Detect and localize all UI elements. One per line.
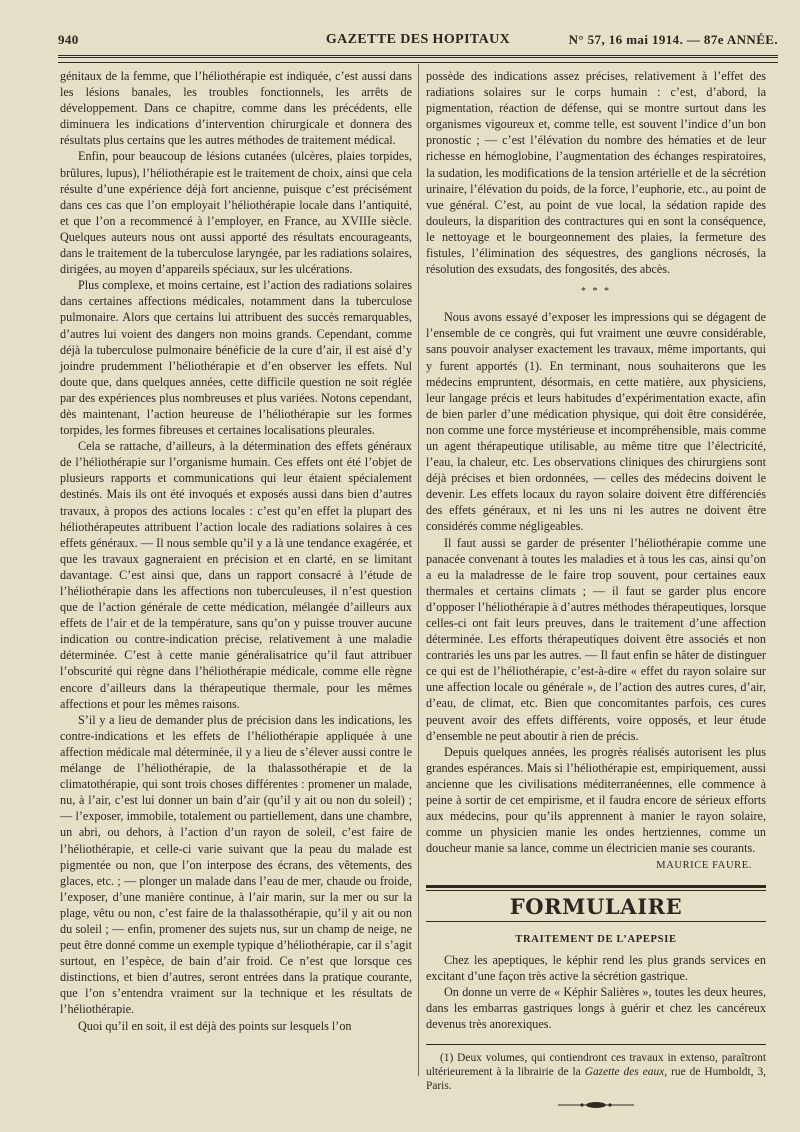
- section-rule: [426, 885, 766, 891]
- paragraph: Plus complexe, et moins certaine, est l’action des radiations solaires dans certaines affections médicales, notamment dans la tuberculose pulmonaire. Alors que certains lui attribuent des succès remarquables, d’autres lui voient des dangers non moins grands. Cependant, comme déjà la tuberculose pulmonaire bénéficie de la cure d’air, il est aisé d’y joindre prudemment l’héliothérapie et d’en observer les effets. Nul doute que, dans quelques années, cette difficile question ne soit réglée par des expériences plus nombreuses et plus variées. Notons cependant, dès maintenant, l’action heureuse de l’héliothérapie sur les formes torpides, les formes fibreuses et certaines localisations pleurales.: [60, 278, 412, 438]
- paragraph: Nous avons essayé d’exposer les impressions qui se dégagent de l’ensemble de ce congrès, qui fut vraiment une œuvre considérable, sans pouvoir analyser exactement les travaux, même importants, qui y furent apportés (1). En terminant, nous souhaiterons que les médecins empruntent, désormais, en cette matière, aux physiciens, leur langage précis et leurs habitudes d’expérimentation exacte, afin de bien parler d’une médication physique, qui doit être considérée, non comme une force mystérieuse et incompréhensible, mais comme un agent thérapeutique utilisable, au même titre que l’électricité, l’eau, la chaleur, etc. Les observations cliniques des chirurgiens sont déjà précises et bien ordonnées, — celles des médecins doivent le devenir. Les effets locaux du rayon solaire doivent être différenciés des effets généraux, et ni les uns ni les autres ne doivent être considérés comme négligeables.: [426, 310, 766, 534]
- footnote-publication: Gazette des eaux,: [584, 1066, 668, 1079]
- fleuron-icon: [556, 1101, 636, 1109]
- footnote-rule: [426, 1044, 766, 1045]
- author-signature: MAURICE FAURE.: [656, 860, 752, 872]
- recipe-title: TRAITEMENT DE L’APEPSIE: [515, 933, 677, 945]
- paragraph: S’il y a lieu de demander plus de précision dans les indications, les contre-indications et les effets de l’héliothérapie appliquée à une affection médicale mal déterminée, il y a lieu de s’élever aussi contre le mélange de l’héliothérapie, de la thalassothérapie et de la climatothérapie, qui sont trois choses différentes : promener un malade, nu, à l’air, c’est lui donner un bain d’air (qu’il y ait ou non du soleil) ; — l’exposer, immobile, totalement ou partiellement, dans une chambre, un abri, ou dehors, à l’action d’un rayon de soleil, c’est faire de l’héliothérapie, et celle-ci varie suivant que la peau du malade est pigmentée ou non, que l’on interpose des écrans, des vêtements, des glaces, etc. ; — plonger un malade dans l’eau de mer, chaude ou froide, l’exposer, d’une manière continue, à l’air marin, sur la mer ou sur la plage, vêtu ou non, c’est faire de la thalassothérapie, qu’il y ait ou non du soleil ; — enfin, promener des sujets nus, sur un champ de neige, ne peut être donné comme un exemple typique d’héliothérapie, car il s’agit surtout, en l’espèce, de bain d’air froid. Ce n’est que lorsque ces distinctions, et bien d’autres, seront entrées dans la pratique courante, que l’on s’entendra vraiment sur la technique et les résultats de l’héliothérapie.: [60, 712, 412, 1017]
- column-divider: [418, 64, 419, 1076]
- page-number: 940: [58, 32, 79, 47]
- page-header: [58, 30, 778, 52]
- issue-info: N° 57, 16 mai 1914. — 87e ANNÉE.: [568, 32, 778, 47]
- paragraph: On donne un verre de « Képhir Salières », toutes les deux heures, dans les embarras gastriques longs à guérir et chez les cancéreux devenus très anorexiques.: [426, 984, 766, 1032]
- right-column: [426, 68, 766, 1115]
- paragraph: Quoi qu’il en soit, il est déjà des points sur lesquels l’on: [78, 1018, 352, 1033]
- paragraph: Cela se rattache, d’ailleurs, à la détermination des effets généraux de l’héliothérapie sur l’organisme humain. Ces effets ont été l’objet de plusieurs rapports et communications qui leur étaient spécialement destinés. Mais ils ont été invoqués et exposés aussi dans bien d’autres travaux, à propos des actions locales : c’est qu’en effet la plupart des héliothérapeutes attribuent l’action locale des radiations solaires à ces effets généraux. — Il nous semble qu’il y a là une tendance exagérée, et que les travaux gagneraient en précision et en clarté, en se limitant davantage. C’est ainsi que, dans un rapport consacré à l’étude de l’héliothérapie dans les affections non tuberculeuses, il n’est question que de l’action générale de cette médication, mélangée d’ailleurs aux effets de l’air et de la température, sans qu’on y puisse trouver aucune indication ou contre-indication précise, relativement à une maladie déterminée. C’est à cette manie généralisatrice qu’il faut attribuer l’obscurité qui règne dans l’héliothérapie médicale, comme elle règne encore d’ailleurs dans la thérapeutique thermale, pour les mêmes affections et pour les mêmes raisons.: [60, 439, 412, 711]
- left-column: [60, 68, 412, 1034]
- header-rule: [58, 55, 778, 63]
- heading-rule: [426, 921, 766, 922]
- section-separator-stars: * * *: [581, 286, 611, 298]
- paragraph: Il faut aussi se garder de présenter l’héliothérapie comme une panacée convenant à toutes les maladies et à tous les cas, ainsi qu’on a eu la maladresse de le faire trop souvent, pour certaines eaux thermales et certains climats ; — il faut se garder plus encore d’opposer l’héliothérapie à d’autres méthodes thérapeutiques, lorsque celles-ci ont fait leurs preuves, dans le traitement d’une affection déterminée. Les efforts thérapeutiques doivent être associés et non contrariés les uns par les autres. — Il faut enfin se hâter de distinguer ce qui est de l’héliothérapie, c’est-à-dire « effet du rayon solaire sur une affection locale ou générale », de l’action des autres cures, d’air, d’eau, de climat, etc. Bien que concomitantes parfois, ces cures peuvent avoir des effets différents, voire opposés, et leur étude d’ensemble ne peut aboutir à rien de précis.: [426, 535, 766, 743]
- newspaper-title: GAZETTE DES HOPITAUX: [325, 32, 511, 47]
- paragraph: Enfin, pour beaucoup de lésions cutanées (ulcères, plaies torpides, brûlures, lupus), l’héliothérapie est le traitement de choix, ainsi que cela résulte d’une expérience déjà fort ancienne, puisque c’est précisément dans ces cas que l’on employait l’héliothérapie locale dans l’antiquité, et que l’on a recommencé à l’employer, en France, au XVIIIe siècle. Quelques auteurs nous ont aussi apporté des résultats encourageants, dans le traitement de la tuberculose laryngée, par les radiations solaires, dirigées, au moyen d’appareils spéciaux, sur les ulcérations.: [60, 149, 412, 277]
- footnote: [426, 1051, 766, 1093]
- paragraph: possède des indications assez précises, relativement à l’effet des radiations solaires sur le corps humain : c’est, d’abord, la pigmentation, réaction de défense, qui se montre surtout dans les organismes vigoureux et, comme telle, est souvent l’indice d’un bon pronostic ; — c’est l’élévation du nombre des hématies et de leur richesse en hémoglobine, l’augmentation des échanges respiratoires, la sudation, les modifications de la tension artérielle et de la sécrétion urinaire, l’élévation du poids, de la force, l’euphorie, etc., au point de vue général. C’est, au point de vue local, la sédation rapide des douleurs, la disparition des contractures qui en sont la conséquence, le nettoyage et le bourgeonnement des plaies, la fermeture des fistules, l’élimination des séquestres, des ganglions nécrosés, la résolution des exsudats, des fongosités, des abcès.: [426, 69, 766, 277]
- fleuron-ornament: [426, 1099, 766, 1115]
- footnote-address: rue de Humboldt, 3, Paris.: [426, 1066, 766, 1093]
- footnote-text: (1) Deux volumes, qui contiendront ces travaux in extenso, paraîtront ultérieurement à la librairie de la: [426, 1052, 766, 1079]
- paragraph: Chez les apeptiques, le képhir rend les plus grands services en excitant d’une façon très active la sécrétion gastrique.: [426, 952, 766, 983]
- paragraph: Depuis quelques années, les progrès réalisés autorisent les plus grandes espérances. Mais si l’héliothérapie est, empiriquement, aussi ancienne que les civilisations méditerranéennes, elle commence à peine à sortir de cet empirisme, et il faudra encore de sérieux efforts aux médecins, pour qu’ils apprennent à manier le rayon solaire, comme un physicien manie les ondes hertziennes, comme un doucheur manie sa lance, comme un électricien manie ses courants.: [426, 744, 766, 856]
- paragraph: génitaux de la femme, que l’héliothérapie est indiquée, c’est aussi dans les lésions banales, les troubles fonctionnels, les arrêts de développement. Dans ce chapitre, comme dans les précédents, elle diminuera les indications d’intervention chirurgicale et donnera des résultats plus certains que les autres méthodes de traitement médical.: [60, 69, 412, 148]
- formulaire-heading: FORMULAIRE: [509, 893, 683, 919]
